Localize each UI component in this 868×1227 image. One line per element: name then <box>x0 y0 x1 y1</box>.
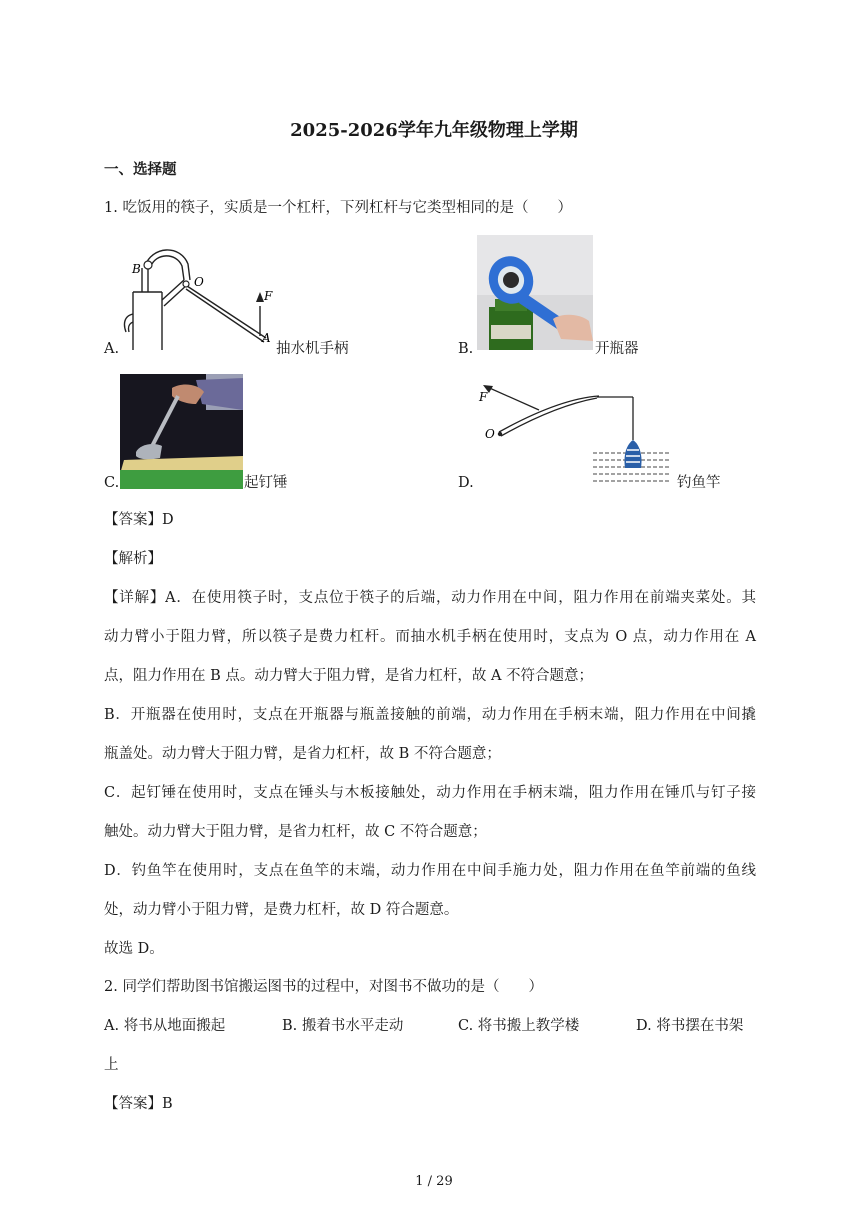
q2-option-a: A. 将书从地面搬起 <box>104 1018 226 1034</box>
q2-option-c: C. 将书搬上教学楼 <box>458 1018 580 1034</box>
detail-line: 动力臂小于阻力臂，所以筷子是费力杠杆。而抽水机手柄在使用时，支点为 O 点，动力作用在 A <box>104 629 756 645</box>
question-1-stem: 1. 吃饭用的筷子，实质是一个杠杆，下列杠杆与它类型相同的是（ ） <box>104 200 572 216</box>
label-o: O <box>194 275 204 289</box>
question-1-answer: 【答案】D <box>104 512 174 528</box>
detail-line: C．起钉锤在使用时，支点在锤头与木板接触处，动力作用在手柄末端，阻力作用在锤爪与钉子接 <box>104 785 756 801</box>
fishing-rod-figure <box>475 378 675 490</box>
section-heading: 一、选择题 <box>104 161 177 178</box>
question-2-answer: 【答案】B <box>104 1096 173 1112</box>
detail-line: 点，阻力作用在 B 点。动力臂大于阻力臂，是省力杠杆，故 A 不符合题意； <box>104 668 594 684</box>
detail-line: 【详解】A．在使用筷子时，支点位于筷子的后端，动力作用在中间，阻力作用在前端夹菜处。其 <box>104 590 756 606</box>
page-number: 1 / 29 <box>415 1174 453 1189</box>
label-f-rod: F <box>479 390 488 404</box>
option-c-caption: 起钉锤 <box>244 475 288 491</box>
label-o-rod: O <box>485 427 495 441</box>
conclusion: 故选 D。 <box>104 941 164 957</box>
detail-line: B．开瓶器在使用时，支点在开瓶器与瓶盖接触的前端，动力作用在手柄末端，阻力作用在中间撬 <box>104 707 756 723</box>
q2-option-d-wrap: 上 <box>104 1057 119 1073</box>
label-b: B <box>132 262 141 276</box>
detail-line: 瓶盖处。动力臂大于阻力臂，是省力杠杆，故 B 不符合题意； <box>104 746 501 762</box>
q2-option-d: D. 将书摆在书架 <box>636 1018 744 1034</box>
page-title: 2025-2026学年九年级物理上学期 <box>290 120 578 141</box>
option-c-letter: C. <box>104 475 120 491</box>
bottle-opener-photo <box>477 235 593 350</box>
option-a-letter: A. <box>104 341 120 357</box>
question-2-stem: 2. 同学们帮助图书馆搬运图书的过程中，对图书不做功的是（ ） <box>104 979 543 995</box>
pump-handle-figure <box>118 240 278 355</box>
label-f: F <box>264 289 273 303</box>
detail-line: D．钓鱼竿在使用时，支点在鱼竿的末端，动力作用在中间手施力处，阻力作用在鱼竿前端的鱼线 <box>104 863 756 879</box>
option-d-letter: D. <box>458 475 474 491</box>
option-a-caption: 抽水机手柄 <box>276 341 349 357</box>
claw-hammer-photo <box>120 374 243 489</box>
detail-line: 触处。动力臂大于阻力臂，是省力杠杆，故 C 不符合题意； <box>104 824 487 840</box>
option-b-caption: 开瓶器 <box>595 341 639 357</box>
q2-option-b: B. 搬着书水平走动 <box>282 1018 404 1034</box>
option-d-caption: 钓鱼竿 <box>677 475 721 491</box>
option-b-letter: B. <box>458 341 474 357</box>
detail-line: 处，动力臂小于阻力臂，是费力杠杆，故 D 符合题意。 <box>104 902 459 918</box>
label-a: A <box>262 331 271 345</box>
analysis-label: 【解析】 <box>104 551 162 567</box>
